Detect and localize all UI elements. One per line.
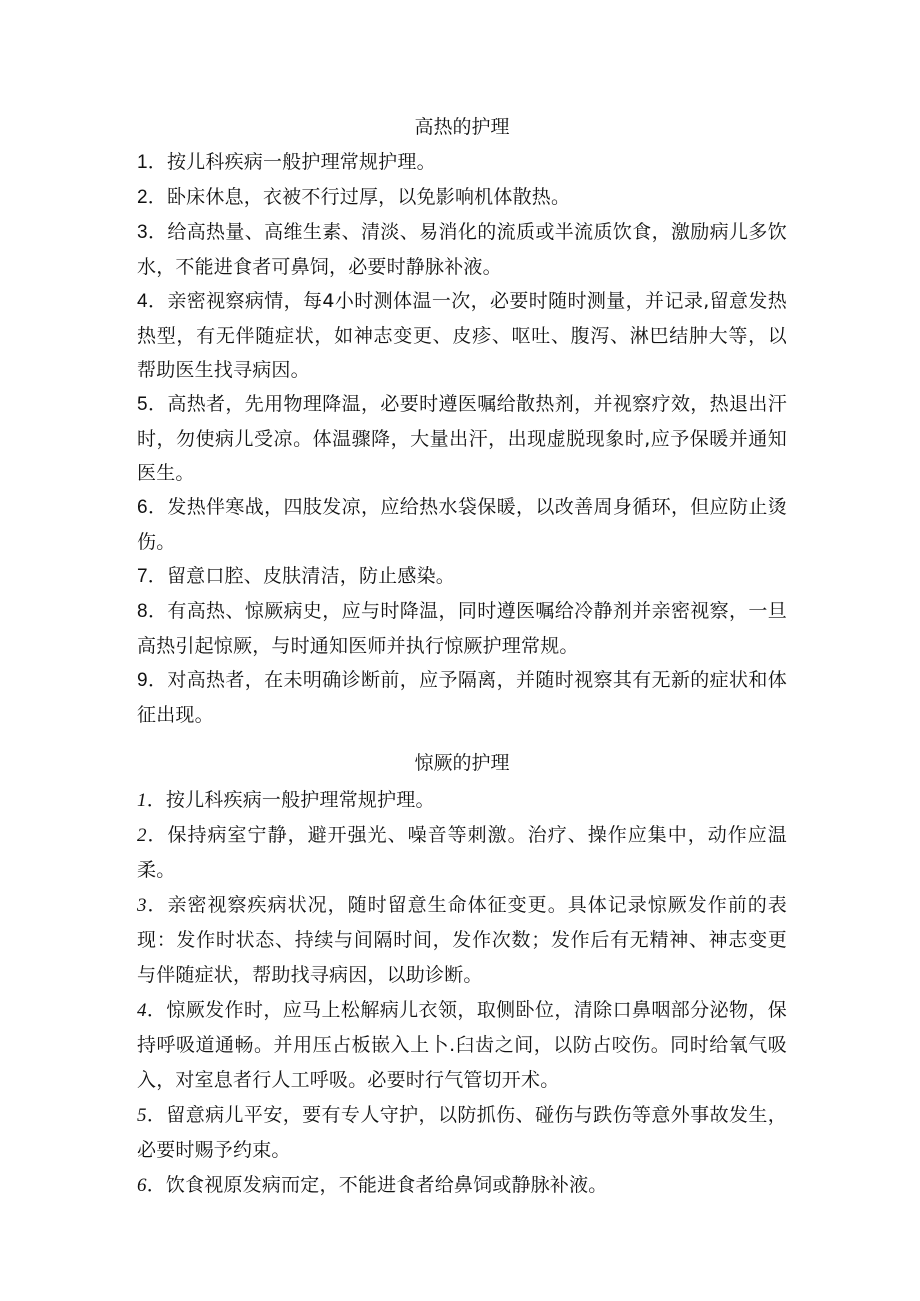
item-number: 3 xyxy=(137,222,148,243)
item-number: 3 xyxy=(137,895,147,916)
item-text: ．亲密视察病情，每4小时测体温一次，必要时随时测量，并记录,留意发热热型，有无伴随症状，如神志变更、皮疹、呕吐、腹泻、淋巴结肿大等，以帮助医生找寻病因。 xyxy=(137,290,787,381)
item-number: 9 xyxy=(137,670,148,691)
item-text: ．发热伴寒战，四肢发凉，应给热水袋保暖，以改善周身循环，但应防止烫伤。 xyxy=(137,496,787,553)
list-item xyxy=(137,1168,787,1203)
list-item xyxy=(137,387,787,490)
list-item xyxy=(137,215,787,284)
list-item xyxy=(137,888,787,993)
item-number: 7 xyxy=(137,566,148,587)
item-number: 6 xyxy=(137,1175,147,1196)
section-high-fever-care xyxy=(137,112,787,732)
section-title: 惊厥的护理 xyxy=(414,752,510,774)
item-text: ．卧床休息，衣被不行过厚，以免影响机体散热。 xyxy=(147,186,571,208)
item-text: ．给高热量、高维生素、清淡、易消化的流质或半流质饮食，激励病儿多饮水，不能进食者可鼻饲，必要时静脉补液。 xyxy=(137,221,787,278)
list-item xyxy=(137,490,787,559)
item-number: 5 xyxy=(137,1105,147,1126)
list-item xyxy=(137,180,787,215)
section-convulsion-care xyxy=(137,748,787,1203)
item-text: ．保持病室宁静，避开强光、噪音等刺激。治疗、操作应集中，动作应温柔。 xyxy=(137,824,787,881)
item-text: ．留意口腔、皮肤清洁，防止感染。 xyxy=(147,565,455,587)
item-text: ．对高热者，在未明确诊断前，应予隔离，并随时视察其有无新的症状和体征出现。 xyxy=(137,669,787,726)
item-text: ．饮食视原发病而定，不能进食者给鼻饲或静脉补液。 xyxy=(146,1174,608,1196)
list-item xyxy=(137,818,787,888)
item-text: ．按儿科疾病一般护理常规护理。 xyxy=(146,789,435,811)
item-number: 8 xyxy=(137,601,148,622)
list-item xyxy=(137,145,787,180)
list-item xyxy=(137,1098,787,1168)
item-text: ．惊厥发作时，应马上松解病儿衣领，取侧卧位，清除口鼻咽部分泌物，保持呼吸道通畅。并用压占板嵌入上卜.臼齿之间，以防占咬伤。同时给氧气吸入，对室息者行人工呼吸。必要时行气管切开术。 xyxy=(137,999,787,1091)
list-item xyxy=(137,594,787,663)
item-text: ．按儿科疾病一般护理常规护理。 xyxy=(147,151,436,173)
list-item xyxy=(137,663,787,732)
item-number: 1 xyxy=(137,790,147,811)
item-number: 6 xyxy=(137,497,148,518)
list-item xyxy=(137,284,787,387)
item-text: ．高热者，先用物理降温，必要时遵医嘱给散热剂，并视察疗效，热退出汗时，勿使病儿受凉。体温骤降，大量出汗，出现虚脱现象时,应予保暖并通知医生。 xyxy=(137,393,787,484)
item-number: 1 xyxy=(137,152,148,173)
item-text: ．亲密视察疾病状况，随时留意生命体征变更。具体记录惊厥发作前的表现：发作时状态、持续与间隔时间，发作次数；发作后有无精神、神志变更与伴随症状，帮助找寻病因，以助诊断。 xyxy=(137,894,787,986)
item-text: ．留意病儿平安，要有专人守护，以防抓伤、碰伤与跌伤等意外事故发生，必要时赐予约束。 xyxy=(137,1104,787,1161)
item-number: 4 xyxy=(137,291,148,312)
list-item xyxy=(137,993,787,1098)
item-number: 5 xyxy=(137,394,148,415)
section-title: 高热的护理 xyxy=(414,116,510,138)
item-number: 2 xyxy=(137,187,148,208)
list-item xyxy=(137,783,787,818)
item-text: ．有高热、惊厥病史，应与时降温，同时遵医嘱给冷静剂并亲密视察，一旦高热引起惊厥，与时通知医师并执行惊厥护理常规。 xyxy=(137,600,787,657)
item-number: 4 xyxy=(137,1000,147,1021)
list-item xyxy=(137,559,787,594)
item-number: 2 xyxy=(137,825,147,846)
